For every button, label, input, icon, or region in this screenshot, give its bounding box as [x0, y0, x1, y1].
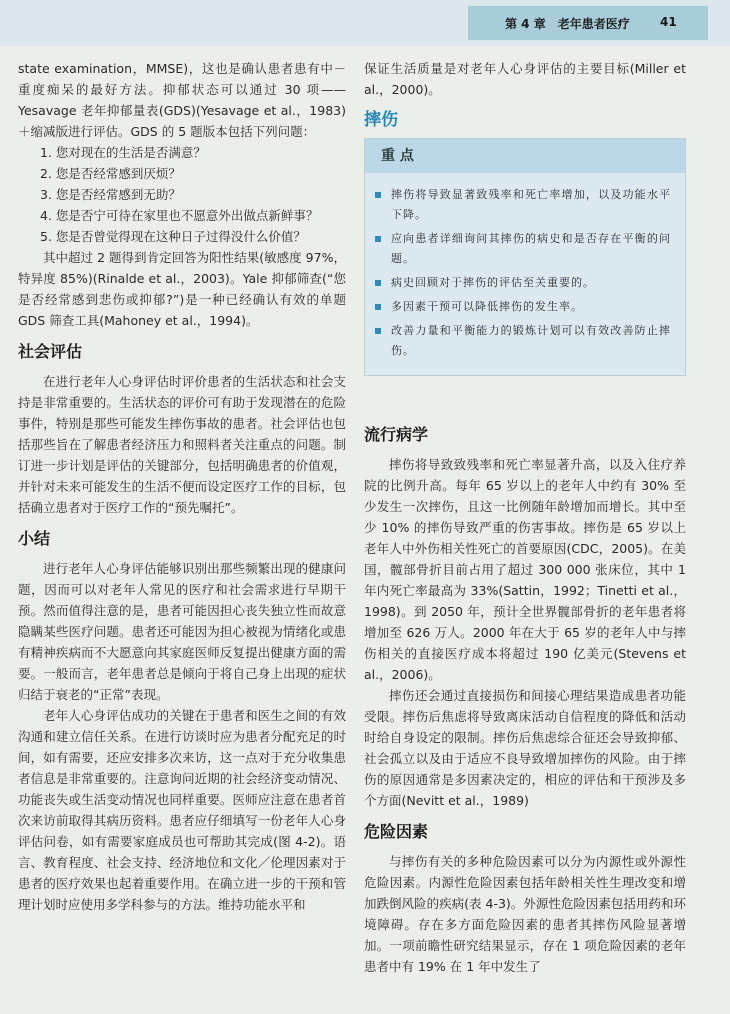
key-point-text: 摔伤将导致显著致残率和死亡率增加，以及功能水平下降。	[391, 188, 671, 221]
square-bullet-icon	[375, 328, 381, 334]
gds-question: 1. 您对现在的生活是否满意？	[40, 145, 206, 160]
epidemiology-paragraph-1: 摔伤将导致致残率和死亡率显著升高，以及入住疗养院的比例升高。每年 65 岁以上的老年人中约有 30% 至少发生一次摔伤，且这一比例随年龄增加而增长。其中至少 10% 的摔伤导致严重的伤害事故。摔伤是 65 岁以上老年人中外伤相关性死亡的首要原因(CDC，2005)。在美国，髋部骨折目前占用了超过 300 000 张床位，其中 1 年内死亡率最高为 33%(Sattin，1992；Tinetti et al.，1998)。到 2050 年，预计全世界髋部骨折的老年患者将增加至 626 万人。2000 年在大于 65 岁的老年人中与摔伤相关的直接医疗成本将超过 190 亿美元(Stevens et al.，2006)。	[364, 457, 686, 682]
gds-question: 5. 您是否曾觉得现在这种日子过得没什么价值？	[40, 229, 306, 244]
risk-factors-paragraph: 与摔伤有关的多种危险因素可以分为内源性或外源性危险因素。内源性危险因素包括年龄相关性生理改变和增加跌倒风险的疾病(表 4-3)。外源性危险因素包括用药和环境障碍。存在多方面危险因素的患者其摔伤风险显著增加。一项前瞻性研究结果显示，存在 1 项危险因素的老年患者中有 19% 在 1 年中发生了	[364, 854, 686, 974]
social-assessment-paragraph: 在进行老年人心身评估时评价患者的生活状态和社会支持是非常重要的。生活状态的评价可有助于发现潜在的危险事件，特别是那些可能发生摔伤事故的患者。社会评估也包括那些旨在了解患者经济压力和照料者关注重点的问题。制订进一步计划是评估的关键部分，包括明确患者的价值观，并针对未来可能发生的生活不便而设定医疗工作的目标，包括确立患者对于医疗工作的“预先嘱托”。	[18, 374, 346, 515]
key-points-list	[365, 185, 685, 361]
key-point-item	[375, 185, 671, 225]
key-points-title: 重 点	[365, 139, 685, 173]
gds-result-paragraph: 其中超过 2 题得到肯定回答为阳性结果(敏感度 97%，特异度 85%)(Rinalde et al.，2003)。Yale 抑郁筛查(“您是否经常感到悲伤或抑郁?”)是一种已经确认有效的单题 GDS 筛查工具(Mahoney et al.，1994)。	[18, 250, 346, 328]
injury-heading: 摔伤	[364, 110, 398, 130]
risk-factors-heading: 危险因素	[364, 822, 429, 841]
square-bullet-icon	[375, 280, 381, 286]
square-bullet-icon	[375, 236, 381, 242]
intro-paragraph: state examination，MMSE)，这也是确认患者患有中－重度痴呆的最好方法。抑郁状态可以通过 30 项——Yesavage 老年抑郁量表(GDS)(Yesavage et al.，1983)＋缩减版进行评估。GDS 的 5 题版本包括下列问题：	[18, 61, 346, 139]
key-point-item	[375, 229, 671, 269]
social-assessment-heading: 社会评估	[18, 342, 83, 361]
summary-paragraph-1: 进行老年人心身评估能够识别出那些频繁出现的健康问题，因而可以对老年人常见的医疗和社会需求进行早期干预。然而值得注意的是，患者可能因担心丧失独立性而故意隐瞒某些医疗问题。患者还可能因为担心被视为情绪化或患有精神疾病而不大愿意向其家庭医师反复提出健康方面的需要。一般而言，老年患者总是倾向于将自己身上出现的症状归结于衰老的“正常”表现。	[18, 561, 346, 702]
square-bullet-icon	[375, 304, 381, 310]
gds-question-list	[18, 142, 346, 247]
summary-paragraph-2: 老年人心身评估成功的关键在于患者和医生之间的有效沟通和建立信任关系。在进行访谈时应为患者分配充足的时间，如有需要，还应安排多次来访，这一点对于充分收集患者信息是非常重要的。注意询问近期的社会经济变动情况、功能丧失或生活变动情况也同样重要。医师应注意在患者首次来访前取得其病历资料。患者应仔细填写一份老年人心身评估问卷，如有需要家庭成员也可帮助其完成(图 4-2)。语言、教育程度、社会支持、经济地位和文化／伦理因素对于患者的医疗效果也起着重要作用。在确立进一步的干预和管理计划时应使用多学科参与的方法。维持功能水平和	[18, 708, 346, 912]
key-point-text: 病史回顾对于摔伤的评估至关重要的。	[391, 276, 595, 289]
epidemiology-heading: 流行病学	[364, 425, 429, 444]
summary-heading: 小结	[18, 529, 51, 548]
chapter-title: 第 4 章 老年患者医疗	[505, 17, 630, 31]
right-column	[364, 58, 686, 977]
key-point-item	[375, 321, 671, 361]
gds-question: 4. 您是否宁可待在家里也不愿意外出做点新鲜事？	[40, 208, 319, 223]
continuation-paragraph: 保证生活质量是对老年人心身评估的主要目标(Miller et al.，2000)。	[364, 61, 686, 97]
key-points-box	[364, 138, 686, 376]
left-column	[18, 58, 346, 915]
page-number: 41	[660, 15, 677, 29]
key-point-text: 应向患者详细询问其摔伤的病史和是否存在平衡的问题。	[391, 232, 671, 265]
spacer	[364, 386, 686, 414]
page-header	[0, 0, 730, 46]
square-bullet-icon	[375, 192, 381, 198]
key-point-text: 多因素干预可以降低摔伤的发生率。	[391, 300, 583, 313]
gds-question: 2. 您是否经常感到厌烦？	[40, 166, 181, 181]
gds-question: 3. 您是否经常感到无助？	[40, 187, 181, 202]
key-point-item	[375, 273, 671, 293]
epidemiology-paragraph-2: 摔伤还会通过直接损伤和间接心理结果造成患者功能受限。摔伤后焦虑将导致离床活动自信程度的降低和活动时给自身设定的限制。摔伤后焦虑综合征还会导致抑郁、社会孤立以及由于适应不良导致增加摔伤的风险。由于摔伤的原因通常是多因素决定的，相应的评估和干预涉及多个方面(Nevitt et al.，1989)	[364, 688, 686, 808]
key-point-text: 改善力量和平衡能力的锻炼计划可以有效改善防止摔伤。	[391, 324, 671, 357]
key-point-item	[375, 297, 671, 317]
